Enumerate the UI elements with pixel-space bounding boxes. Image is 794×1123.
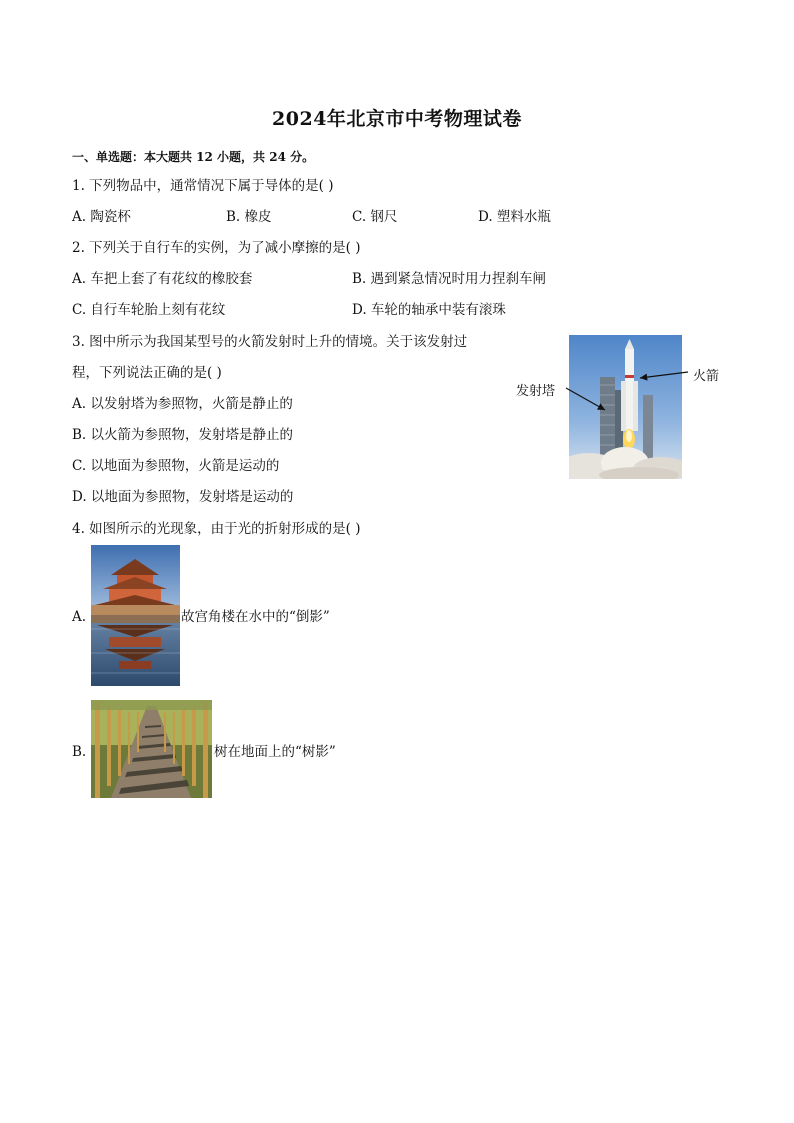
q2-option-d: D. 车轮的轴承中装有滚珠	[352, 302, 506, 318]
rocket-arrow	[640, 372, 688, 378]
rocket-label: 火箭	[693, 369, 720, 384]
q1-option-d: D. 塑料水瓶	[478, 209, 551, 225]
question-3-stem-line-1: 3. 图中所示为我国某型号的火箭发射时上升的情境。关于该发射过	[72, 334, 468, 350]
q3-option-c: C. 以地面为参照物，火箭是运动的	[72, 458, 280, 474]
q2-option-c: C. 自行车轮胎上刻有花纹	[72, 302, 226, 318]
q1-option-a: A. 陶瓷杯	[72, 209, 131, 225]
q3-option-a: A. 以发射塔为参照物，火箭是静止的	[72, 396, 293, 412]
tower-arrow	[566, 388, 605, 410]
q2-option-b: B. 遇到紧急情况时用力捏刹车闸	[352, 271, 547, 287]
section-heading: 一、单选题：本大题共 12 小题，共 24 分。	[72, 150, 315, 164]
figure-arrows	[500, 330, 720, 490]
question-1-stem: 1. 下列物品中，通常情况下属于导体的是( )	[72, 178, 334, 194]
q1-option-c: C. 钢尺	[352, 209, 398, 225]
q3-option-d: D. 以地面为参照物，发射塔是运动的	[72, 489, 294, 505]
q4-option-a-letter: A.	[72, 609, 87, 625]
corner-tower-reflection-photo	[91, 545, 180, 686]
question-2-stem: 2. 下列关于自行车的实例，为了减小摩擦的是( )	[72, 240, 361, 256]
question-3-stem-line-2: 程，下列说法正确的是( )	[72, 365, 222, 381]
q1-option-b: B. 橡皮	[226, 209, 272, 225]
tower-label: 发射塔	[516, 384, 556, 399]
q4-option-b-letter: B.	[72, 744, 87, 760]
q2-option-a: A. 车把上套了有花纹的橡胶套	[72, 271, 253, 287]
q4-option-a-caption: 故宫角楼在水中的“倒影”	[181, 609, 330, 625]
tree-shadow-road-photo	[91, 700, 212, 798]
q3-option-b: B. 以火箭为参照物，发射塔是静止的	[72, 427, 294, 443]
question-4-stem: 4. 如图所示的光现象，由于光的折射形成的是( )	[72, 521, 361, 537]
q4-option-b-caption: 树在地面上的“树影”	[214, 744, 336, 760]
page-title: 2024年北京市中考物理试卷	[272, 108, 522, 130]
